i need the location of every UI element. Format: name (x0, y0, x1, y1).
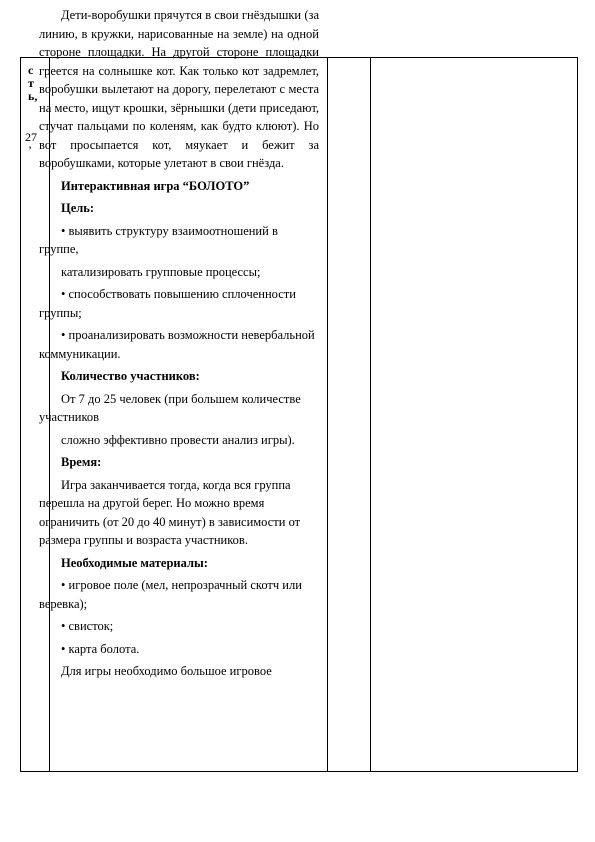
list-item: • способствовать повышению сплоченности группы; (39, 287, 296, 320)
game-description (39, 6, 319, 685)
section-heading: Количество участников: (61, 369, 200, 383)
section-heading: Цель: (61, 201, 95, 215)
time-suffix: ’ (28, 143, 32, 157)
list-item: • карта болота. (61, 641, 140, 656)
body-text: От 7 до 25 человек (при большем количестве участников (39, 391, 301, 424)
section-heading: Время: (61, 455, 102, 469)
list-item: катализировать групповые процессы; (61, 264, 261, 279)
list-item: • свисток; (61, 619, 114, 633)
game-paragraph: Дети-воробушки прячутся в свои гнёздышки (за линию, в кружки, нарисованные на земле) на одной стороне площадки. На другой стороне площадки греется на солнышке кот. Как только кот задремлет, воробушки вылетают на дорогу, перелетают с места на место, ищут крошки, зёрнышки (дети приседают, стучат пальцами по коленям, как будто клюют). Но вот просыпается кот, мяукает и бежит за воробушками, которые улетают в свои гнёзда. (39, 8, 319, 170)
body-text: сложно эффективно провести анализ игры). (61, 432, 295, 447)
section-heading: Необходимые материалы: (61, 555, 208, 570)
section-heading: Интерактивная игра “БОЛОТО” (61, 178, 250, 193)
body-text: Игра заканчивается тогда, когда вся группа перешла на другой берег. Но можно время ограничить (от 20 до 40 минут) в зависимости от размера группы и возраста участников. (39, 477, 301, 547)
time-value: 27 (25, 130, 37, 144)
column-divider-2 (327, 58, 328, 771)
column-letter: т (28, 76, 34, 90)
list-item: • выявить структуру взаимоотношений в группе, (39, 223, 278, 256)
body-text: Для игры необходимо большое игровое (61, 664, 272, 678)
list-item: • игровое поле (мел, непрозрачный скотч или веревка); (39, 578, 302, 611)
column-divider-3 (370, 58, 371, 771)
column-letter: с (28, 63, 34, 77)
list-item: • проанализировать возможности невербальной коммуникации. (39, 328, 315, 361)
column-letter: ь, (28, 89, 38, 103)
